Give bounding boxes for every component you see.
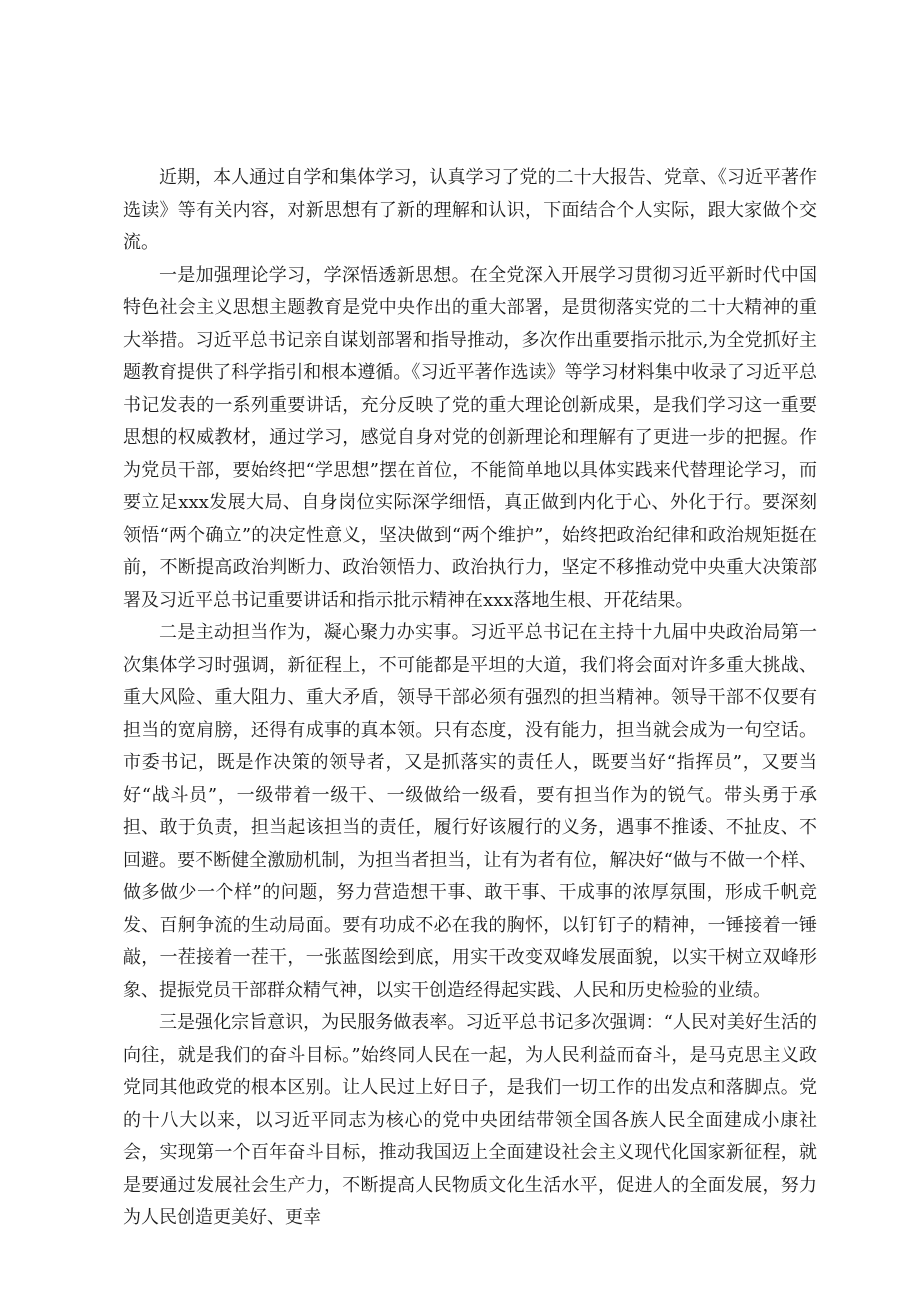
document-body (123, 162, 817, 1235)
paragraph-responsibility: 二是主动担当作为，凝心聚力办实事。习近平总书记在主持十九届中央政治局第一次集体学习时强调，新征程上，不可能都是平坦的大道，我们将会面对许多重大挑战、重大风险、重大阻力、重大矛盾，领导干部必须有强烈的担当精神。领导干部不仅要有担当的宽肩膀，还得有成事的真本领。只有态度，没有能力，担当就会成为一句空话。市委书记，既是作决策的领导者，又是抓落实的责任人，既要当好“指挥员”，又要当好“战斗员”，一级带着一级干、一级做给一级看，要有担当作为的锐气。带头勇于承担、敢于负责，担当起该担当的责任，履行好该履行的义务，遇事不推诿、不扯皮、不回避。要不断健全激励机制，为担当者担当，让有为者有位，解决好“做与不做一个样、做多做少一个样”的问题，努力营造想干事、敢干事、干成事的浓厚氛围，形成千帆竞发、百舸争流的生动局面。要有功成不必在我的胸怀，以钉钉子的精神，一锤接着一锤敲，一茬接着一茬干，一张蓝图绘到底，用实干改变双峰发展面貌，以实干树立双峰形象、提振党员干部群众精气神，以实干创造经得起实践、人民和历史检验的业绩。 (123, 622, 817, 1001)
paragraph-serve-people: 三是强化宗旨意识，为民服务做表率。习近平总书记多次强调：“人民对美好生活的向往，就是我们的奋斗目标。”始终同人民在一起，为人民利益而奋斗，是马克思主义政党同其他政党的根本区别。让人民过上好日子，是我们一切工作的出发点和落脚点。党的十八大以来，以习近平同志为核心的党中央团结带领全国各族人民全面建成小康社会，实现第一个百年奋斗目标，推动我国迈上全面建设社会主义现代化国家新征程，就是要通过发展社会生产力，不断提高人民物质文化生活水平，促进人的全面发展，努力为人民创造更美好、更幸 (123, 1012, 817, 1228)
paragraph-theory-study: 一是加强理论学习，学深悟透新思想。在全党深入开展学习贯彻习近平新时代中国特色社会主义思想主题教育是党中央作出的重大部署，是贯彻落实党的二十大精神的重大举措。习近平总书记亲自谋划部署和指导推动，多次作出重要指示批示,为全党抓好主题教育提供了科学指引和根本遵循。《习近平著作选读》等学习材料集中收录了习近平总书记发表的一系列重要讲话，充分反映了党的重大理论创新成果，是我们学习这一重要思想的权威教材，通过学习，感觉自身对党的创新理论和理解有了更进一步的把握。作为党员干部，要始终把“学思想”摆在首位，不能简单地以具体实践来代替理论学习，而要立足xxx发展大局、自身岗位实际深学细悟，真正做到内化于心、外化于行。要深刻领悟“两个确立”的决定性意义，坚决做到“两个维护”，始终把政治纪律和政治规矩挺在前，不断提高政治判断力、政治领悟力、政治执行力，坚定不移推动党中央重大决策部署及习近平总书记重要讲话和指示批示精神在xxx落地生根、开花结果。 (123, 264, 817, 611)
paragraph-intro: 近期，本人通过自学和集体学习，认真学习了党的二十大报告、党章、《习近平著作选读》等有关内容，对新思想有了新的理解和认识，下面结合个人实际，跟大家做个交流。 (123, 167, 817, 253)
